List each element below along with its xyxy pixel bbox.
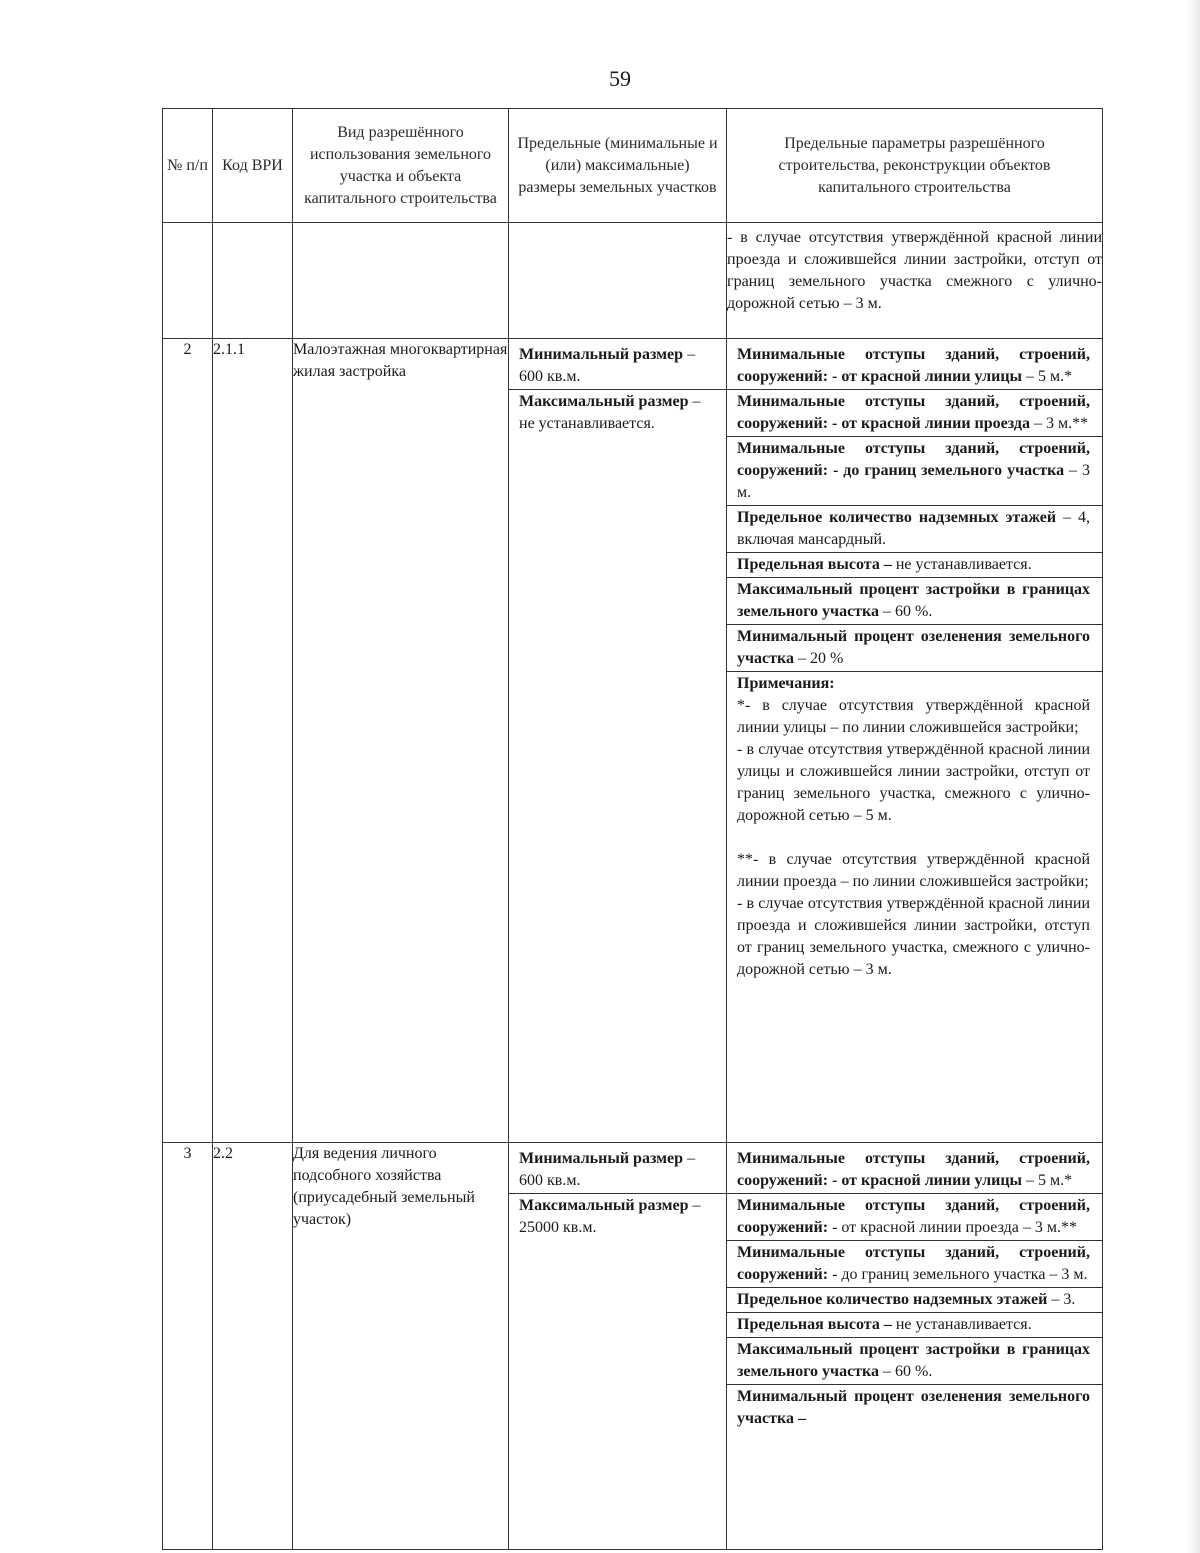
row-sizes bbox=[509, 339, 727, 1143]
table-row-continuation bbox=[163, 223, 1103, 339]
page-edge-shadow bbox=[1186, 0, 1200, 1553]
size-min: Минимальный размер – 600 кв.м. bbox=[509, 1147, 726, 1194]
row-num: 3 bbox=[163, 1143, 213, 1550]
notes-title: Примечания: bbox=[737, 675, 835, 692]
param-block: Максимальный процент застройки в границах земельного участка – 60 %. bbox=[727, 1338, 1102, 1385]
header-num: № п/п bbox=[163, 109, 213, 223]
table-row bbox=[163, 339, 1103, 1143]
param-block: Минимальные отступы зданий, строений, сооружений: - от красной линии улицы – 5 м.* bbox=[727, 1147, 1102, 1194]
continuation-text: - в случае отсутствия утверждённой красной линии проезда и сложившейся линии застройки, отступ от границ земельного участка смежного с улично-дорожной сетью – 3 м. bbox=[727, 223, 1103, 339]
header-kind: Вид разрешённого использования земельного участка и объекта капитального строительства bbox=[293, 109, 509, 223]
param-block: Минимальные отступы зданий, строений, сооружений: - от красной линии улицы – 5 м.* bbox=[727, 343, 1102, 390]
row-params bbox=[727, 339, 1103, 1143]
size-min: Минимальный размер – 600 кв.м. bbox=[509, 343, 726, 390]
param-block: Минимальные отступы зданий, строений, сооружений: - до границ земельного участка – 3 м. bbox=[727, 437, 1102, 506]
param-block: Минимальные отступы зданий, строений, сооружений: - от красной линии проезда – 3 м.** bbox=[727, 1194, 1102, 1241]
param-block: Предельное количество надземных этажей – 4, включая мансардный. bbox=[727, 506, 1102, 553]
regulations-table bbox=[162, 108, 1103, 1550]
note-line: - в случае отсутствия утверждённой красной линии улицы и сложившейся линии застройки, отступ от границ земельного участка, смежного с улично-дорожной сетью – 5 м. bbox=[737, 741, 1090, 824]
row-name: Для ведения личного подсобного хозяйства (приусадебный земельный участок) bbox=[293, 1143, 509, 1550]
row-sizes bbox=[509, 1143, 727, 1550]
row-params bbox=[727, 1143, 1103, 1550]
param-block: Предельное количество надземных этажей – 3. bbox=[727, 1288, 1102, 1313]
param-block: Максимальный процент застройки в границах земельного участка – 60 %. bbox=[727, 578, 1102, 625]
row-num: 2 bbox=[163, 339, 213, 1143]
table-row bbox=[163, 1143, 1103, 1550]
note-line: *- в случае отсутствия утверждённой красной линии улицы – по линии сложившейся застройки; bbox=[737, 697, 1090, 736]
note-line: - в случае отсутствия утверждённой красной линии проезда и сложившейся линии застройки, отступ от границ земельного участка, смежного с улично-дорожной сетью – 3 м. bbox=[737, 895, 1090, 978]
param-block: Предельная высота – не устанавливается. bbox=[727, 553, 1102, 578]
size-max: Максимальный размер – 25000 кв.м. bbox=[519, 1197, 701, 1236]
header-params: Предельные параметры разрешённого строительства, реконструкции объектов капитального строительства bbox=[727, 109, 1103, 223]
note-line: **- в случае отсутствия утверждённой красной линии проезда – по линии сложившейся застройки; bbox=[737, 851, 1090, 890]
row-code: 2.2 bbox=[213, 1143, 293, 1550]
table-header-row bbox=[163, 109, 1103, 223]
header-sizes: Предельные (минимальные и (или) максимальные) размеры земельных участков bbox=[509, 109, 727, 223]
param-block: Предельная высота – не устанавливается. bbox=[727, 1313, 1102, 1338]
header-code: Код ВРИ bbox=[213, 109, 293, 223]
row-code: 2.1.1 bbox=[213, 339, 293, 1143]
param-block: Минимальный процент озеленения земельного участка – 20 % bbox=[727, 625, 1102, 672]
param-block: Минимальный процент озеленения земельного участка – bbox=[737, 1388, 1090, 1427]
row-name: Малоэтажная многоквартирная жилая застройка bbox=[293, 339, 509, 1143]
page-number: 59 bbox=[609, 66, 631, 91]
size-max: Максимальный размер – не устанавливается. bbox=[519, 393, 701, 432]
notes-block bbox=[727, 672, 1102, 982]
param-block: Минимальные отступы зданий, строений, сооружений: - от красной линии проезда – 3 м.** bbox=[727, 390, 1102, 437]
param-block: Минимальные отступы зданий, строений, сооружений: - до границ земельного участка – 3 м. bbox=[727, 1241, 1102, 1288]
